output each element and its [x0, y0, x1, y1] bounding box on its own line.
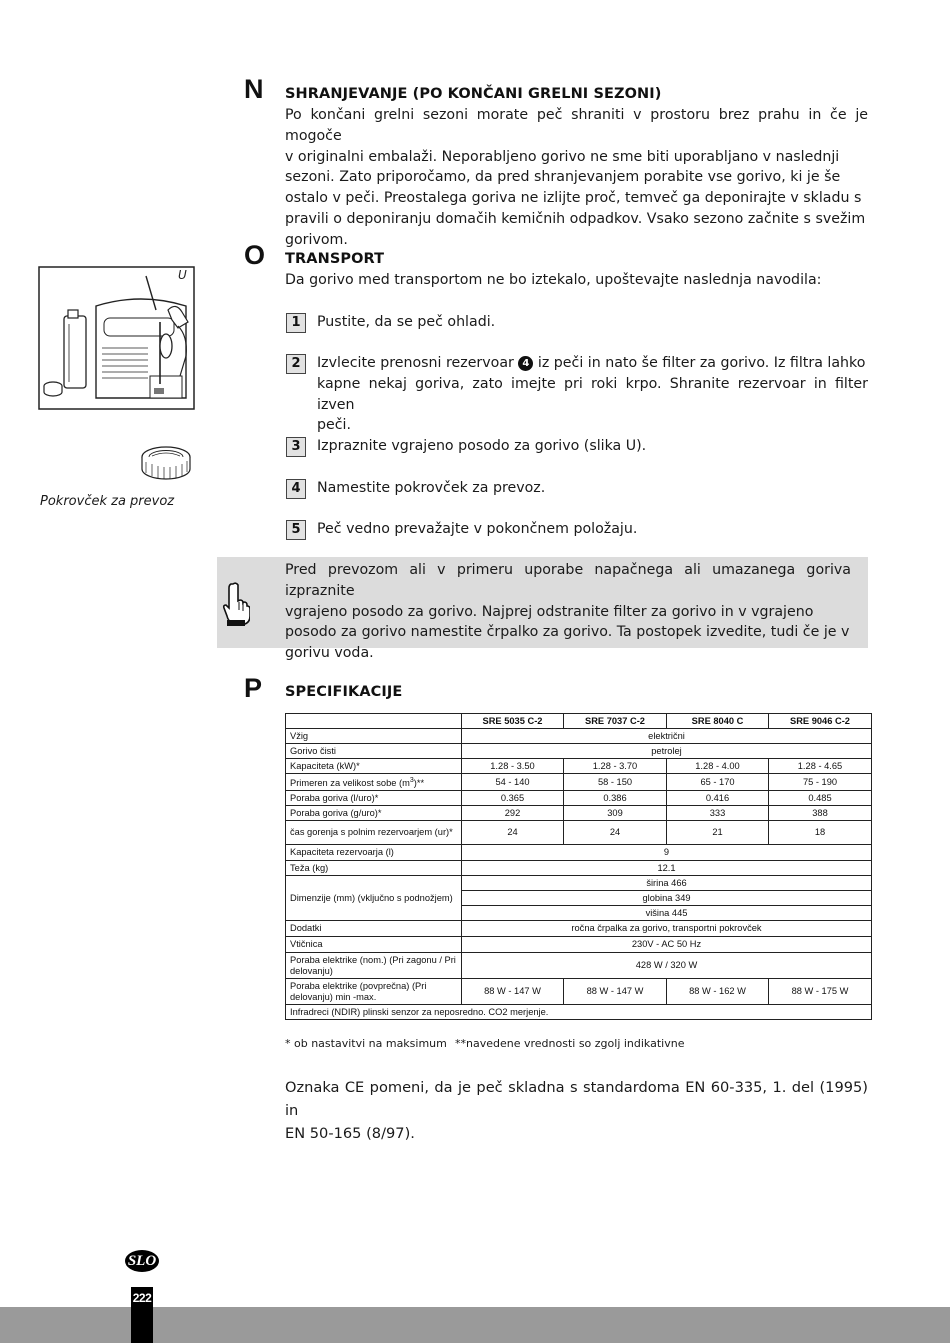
language-badge: SLO — [125, 1250, 159, 1272]
cell-value: 388 — [769, 806, 872, 821]
cell-value: 309 — [564, 806, 667, 821]
cell-value: 230V - AC 50 Hz — [462, 937, 872, 953]
note-line: vgrajeno posodo za gorivo. Najprej odstranite filter za gorivo in v vgrajeno — [285, 603, 814, 620]
row-label: Vžig — [286, 729, 462, 744]
section-letter-o: O — [244, 240, 266, 270]
note-line: gorivu voda. — [285, 645, 374, 662]
storage-line: ostalo v peči. Preostalega goriva ne izlijte proč, temveč ga deponirajte v skladu s — [285, 190, 862, 207]
step-number: 5 — [286, 520, 306, 540]
step-2-text-a: Izvlecite prenosni rezervoar — [317, 355, 514, 371]
step-2-line: peči. — [317, 417, 351, 434]
row-label: Kapaciteta rezervoarja (l) — [286, 845, 462, 861]
table-header-row — [286, 714, 872, 729]
cell-value: 24 — [564, 821, 667, 845]
row-label: Teža (kg) — [286, 861, 462, 876]
section-letter-n: N — [244, 74, 264, 104]
cell-value: 1.28 - 4.00 — [667, 759, 769, 774]
component-number-badge: 4 — [518, 356, 533, 371]
cell-value: 88 W - 162 W — [667, 979, 769, 1005]
table-row — [286, 759, 872, 774]
step-text — [317, 353, 868, 436]
cell-value: 333 — [667, 806, 769, 821]
table-row — [286, 774, 872, 791]
table-row — [286, 791, 872, 806]
table-row — [286, 845, 872, 861]
cell-value: 1.28 - 4.65 — [769, 759, 872, 774]
heater-drain-icon — [38, 266, 195, 410]
cell-value: petrolej — [462, 744, 872, 759]
note-line: posodo za gorivo namestite črpalko za gorivo. Ta postopek izvedite, tudi če je v — [285, 624, 850, 641]
step-text: Pustite, da se peč ohladi. — [317, 314, 496, 330]
section-n-heading: SHRANJEVANJE (PO KONČANI GRELNI SEZONI) — [285, 86, 662, 102]
cell-value: električni — [462, 729, 872, 744]
step-number: 1 — [286, 313, 306, 333]
specifications-table — [285, 713, 872, 1020]
step-number: 3 — [286, 437, 306, 457]
warning-note-text — [285, 560, 851, 664]
row-label: Poraba elektrike (nom.) (Pri zagonu / Pri delovanju) — [286, 953, 462, 979]
cell-value: 58 - 150 — [564, 774, 667, 791]
cell-value: 428 W / 320 W — [462, 953, 872, 979]
transport-cap-caption: Pokrovček za prevoz — [40, 494, 175, 509]
table-row — [286, 1005, 872, 1020]
model-header: SRE 8040 C — [667, 714, 769, 729]
row-label: Vtičnica — [286, 937, 462, 953]
step-text: Izpraznite vgrajeno posodo za gorivo (slika U). — [317, 438, 647, 454]
model-header: SRE 5035 C-2 — [462, 714, 564, 729]
cell-value: 0.365 — [462, 791, 564, 806]
section-letter-p: P — [244, 673, 263, 703]
table-row — [286, 876, 872, 891]
cell-value: 292 — [462, 806, 564, 821]
row-label: Gorivo čisti — [286, 744, 462, 759]
row-label: Dimenzije (mm) (vključno s podnožjem) — [286, 876, 462, 921]
cell-value: 1.28 - 3.70 — [564, 759, 667, 774]
section-p-heading: SPECIFIKACIJE — [285, 684, 403, 700]
step-2-text-b: iz peči in nato še filter za gorivo. Iz filtra lahko — [537, 355, 866, 371]
cell-value: ročna črpalka za gorivo, transportni pokrovček — [462, 921, 872, 937]
cell-value: 0.386 — [564, 791, 667, 806]
cell-value: 1.28 - 3.50 — [462, 759, 564, 774]
note-line: Pred prevozom ali v primeru uporabe napačnega ali umazanega goriva izpraznite — [285, 562, 851, 599]
step-number: 2 — [286, 354, 306, 374]
row-label: Poraba goriva (g/uro)* — [286, 806, 462, 821]
row-label: Dodatki — [286, 921, 462, 937]
step-2-line: kapne nekaj goriva, zato imejte pri roki krpo. Shranite rezervoar in filter izven — [317, 375, 868, 413]
sensor-note: Infradreci (NDIR) plinski senzor za neposredno. CO2 merjenje. — [286, 1005, 872, 1020]
cell-value: 12.1 — [462, 861, 872, 876]
model-header: SRE 7037 C-2 — [564, 714, 667, 729]
transport-cap-illustration — [138, 443, 194, 489]
cell-value: širina 466 — [462, 876, 872, 891]
row-label: Primeren za velikost sobe $(m^3)**$ — [286, 774, 462, 791]
table-row — [286, 937, 872, 953]
table-row — [286, 821, 872, 845]
model-header: SRE 9046 C-2 — [769, 714, 872, 729]
footnote-max: * ob nastavitvi na maksimum — [285, 1037, 447, 1050]
cell-value: 54 - 140 — [462, 774, 564, 791]
cell-value: 9 — [462, 845, 872, 861]
cell-value: 0.485 — [769, 791, 872, 806]
table-row — [286, 729, 872, 744]
row-label: Poraba elektrike (povprečna) (Pri delovanju) min -max. — [286, 979, 462, 1005]
cell-value: 88 W - 175 W — [769, 979, 872, 1005]
cell-value: 75 - 190 — [769, 774, 872, 791]
page-number-text: 222 — [132, 1291, 152, 1305]
table-row — [286, 953, 872, 979]
storage-line: v originalni embalaži. Neporabljeno gorivo ne sme biti uporabljano v naslednji — [285, 148, 840, 165]
step-number: 4 — [286, 479, 306, 499]
cell-value: višina 445 — [462, 906, 872, 921]
table-row — [286, 979, 872, 1005]
cell-value: 88 W - 147 W — [462, 979, 564, 1005]
figure-label: U — [178, 268, 187, 282]
row-label: Kapaciteta (kW)* — [286, 759, 462, 774]
table-row — [286, 744, 872, 759]
storage-line: pravili o deponiranju domačih kemičnih odpadkov. Vsako sezono začnite s svežim — [285, 210, 866, 227]
footnote-indicative: **navedene vrednosti so zgolj indikativne — [455, 1037, 685, 1050]
step-text: Namestite pokrovček za prevoz. — [317, 480, 546, 496]
table-row — [286, 921, 872, 937]
cell-value: 21 — [667, 821, 769, 845]
transport-intro: Da gorivo med transportom ne bo iztekalo, upoštevajte naslednja navodila: — [285, 272, 822, 288]
row-label: čas gorenja s polnim rezervoarjem (ur)* — [286, 821, 462, 845]
storage-line: sezoni. Zato priporočamo, da pred shranjevanjem porabite vse gorivo, ki je še — [285, 169, 841, 186]
cell-value: globina 349 — [462, 891, 872, 906]
transport-cap-icon — [138, 443, 194, 489]
step-text: Peč vedno prevažajte v pokončnem položaju. — [317, 521, 638, 537]
cell-value: 0.416 — [667, 791, 769, 806]
cell-value: 88 W - 147 W — [564, 979, 667, 1005]
ce-statement — [285, 1076, 868, 1145]
cell-value: 18 — [769, 821, 872, 845]
pointing-hand-icon — [222, 582, 250, 628]
cell-value: 24 — [462, 821, 564, 845]
table-row — [286, 861, 872, 876]
storage-line: gorivom. — [285, 231, 348, 248]
figure-u-illustration — [38, 266, 195, 410]
storage-paragraph — [285, 105, 868, 251]
table-row — [286, 806, 872, 821]
ce-line: Oznaka CE pomeni, da je peč skladna s standardoma EN 60-335, 1. del (1995) in — [285, 1079, 868, 1119]
cell-value: 65 - 170 — [667, 774, 769, 791]
page-number — [131, 1287, 153, 1343]
ce-line: EN 50-165 (8/97). — [285, 1125, 415, 1142]
section-o-heading: TRANSPORT — [285, 251, 385, 267]
storage-line: Po končani grelni sezoni morate peč shraniti v prostoru brez prahu in če je mogoče — [285, 107, 868, 144]
row-label: Poraba goriva (l/uro)* — [286, 791, 462, 806]
